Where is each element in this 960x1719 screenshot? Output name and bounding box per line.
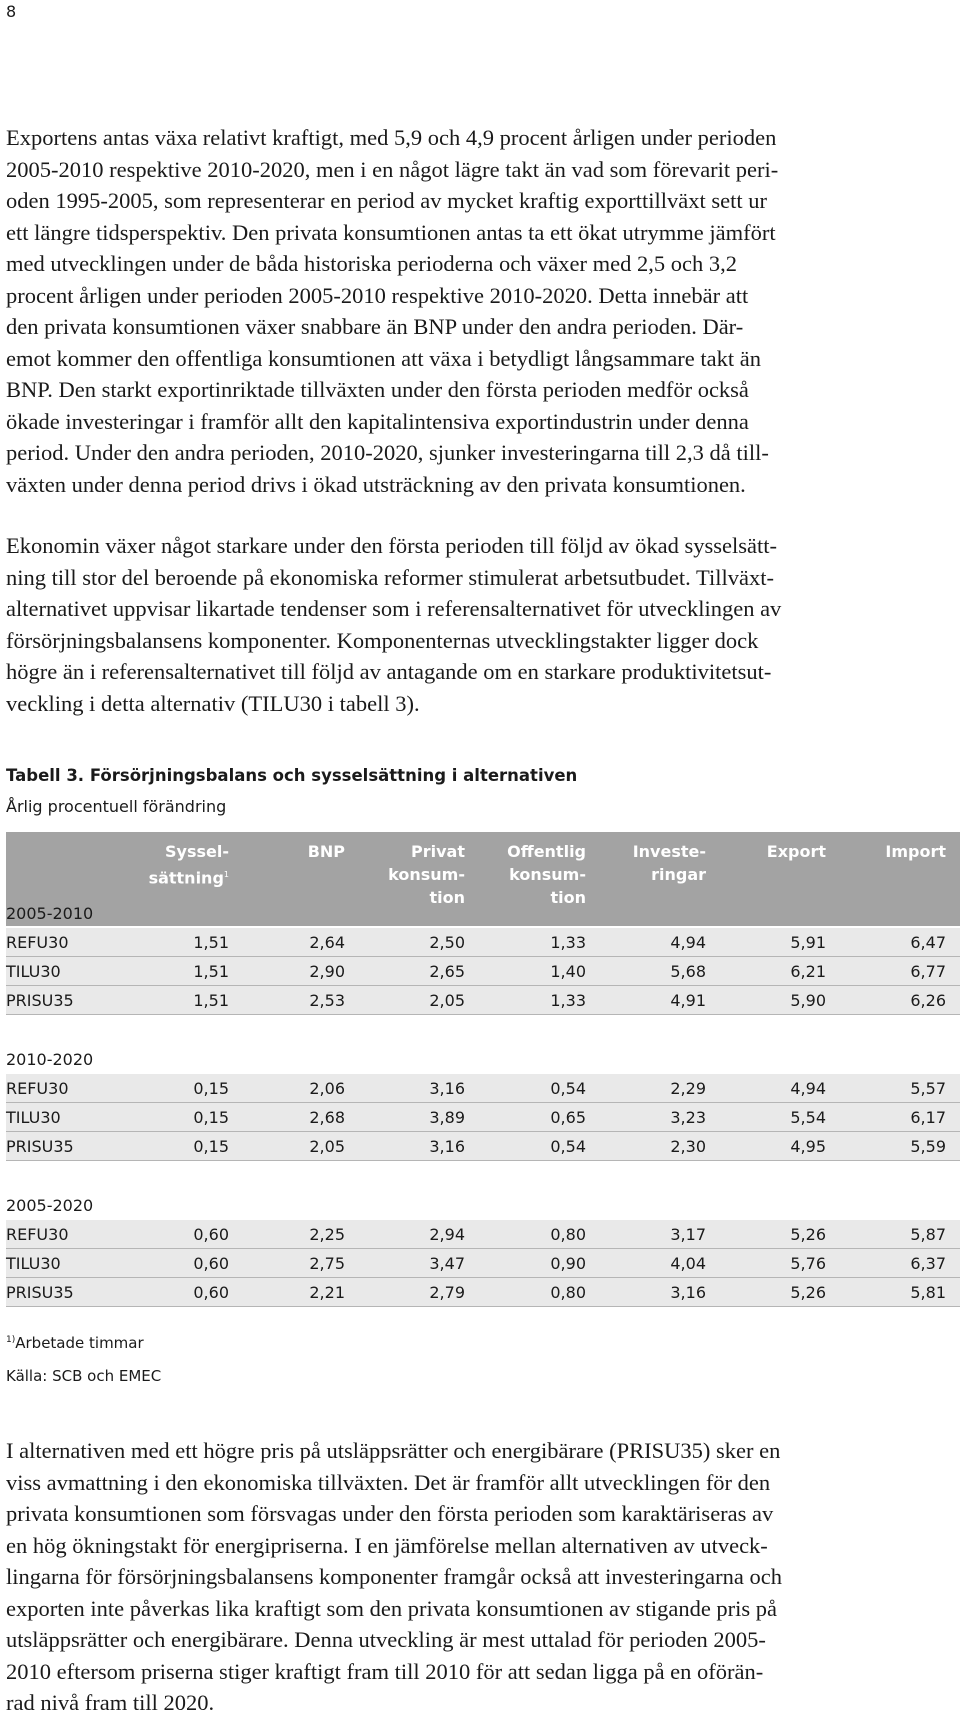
scenario-label: TILU30 (6, 1254, 61, 1273)
table-row (6, 1103, 960, 1132)
table-cell: 0,80 (550, 1225, 586, 1244)
scenario-label: REFU30 (6, 933, 69, 952)
text-line: Exportens antas växa relativt kraftigt, med 5,9 och 4,9 procent årligen under perioden (6, 125, 777, 150)
table-cell: 4,94 (790, 1079, 826, 1098)
table-source: Källa: SCB och EMEC (6, 1367, 162, 1385)
header-export (767, 840, 826, 863)
header-line: konsum- (509, 865, 586, 884)
text-line: en hög ökningstakt för energipriserna. I en jämförelse mellan alternativen av utveck- (6, 1532, 768, 1558)
table-cell: 0,15 (193, 1108, 229, 1127)
table-cell: 2,25 (309, 1225, 345, 1244)
table-cell: 1,33 (550, 991, 586, 1010)
table-row (6, 1132, 960, 1161)
table-cell: 3,89 (429, 1108, 465, 1127)
header-line: Offentlig (507, 842, 586, 861)
table-cell: 3,17 (670, 1225, 706, 1244)
table-row (6, 1074, 960, 1103)
table-cell: 5,54 (790, 1108, 826, 1127)
header-employment (149, 840, 229, 889)
header-line: ringar (651, 865, 706, 884)
table-cell: 3,16 (429, 1137, 465, 1156)
text-line: ning till stor del beroende på ekonomiska reformer stimulerat arbetsutbudet. Tillväxt- (6, 564, 774, 590)
text-line: oden 1995-2005, som representerar en period av mycket kraftig exporttillväxt sett ur (6, 188, 768, 213)
table-row (6, 1278, 960, 1307)
footnote-text: Arbetade timmar (15, 1334, 144, 1352)
table-row (6, 957, 960, 986)
table-cell: 4,04 (670, 1254, 706, 1273)
table-cell: 2,75 (309, 1254, 345, 1273)
table-cell: 0,15 (193, 1079, 229, 1098)
table-cell: 2,79 (429, 1283, 465, 1302)
header-line: Investe- (632, 842, 706, 861)
text-line: försörjningsbalansens komponenter. Komponenternas utvecklingstakter ligger dock (6, 627, 759, 653)
table-cell: 3,16 (670, 1283, 706, 1302)
table-cell: 0,60 (193, 1283, 229, 1302)
header-line: Syssel- (165, 842, 229, 861)
text-line: Ekonomin växer något starkare under den första perioden till följd av ökad sysselsätt- (6, 533, 778, 558)
table-cell: 5,59 (910, 1137, 946, 1156)
text-line: växten under denna period drivs i ökad utsträckning av den privata konsumtionen. (6, 471, 746, 497)
scenario-label: TILU30 (6, 1108, 61, 1127)
header-line: Import (885, 842, 946, 861)
table-cell: 5,76 (790, 1254, 826, 1273)
text-line: 2005-2010 respektive 2010-2020, men i en något lägre takt än vad som förevarit peri- (6, 156, 779, 182)
table-cell: 0,80 (550, 1283, 586, 1302)
scenario-label: TILU30 (6, 962, 61, 981)
table-cell: 4,95 (790, 1137, 826, 1156)
table-cell: 2,30 (670, 1137, 706, 1156)
paragraph-economy-growth (6, 530, 868, 719)
table-cell: 0,90 (550, 1254, 586, 1273)
text-line: I alternativen med ett högre pris på utsläppsrätter och energibärare (PRISU35) sker en (6, 1438, 781, 1463)
scenario-label: REFU30 (6, 1079, 69, 1098)
table-cell: 2,06 (309, 1079, 345, 1098)
text-line: rad nivå fram till 2020. (6, 1690, 215, 1715)
header-line: tion (429, 888, 465, 907)
header-line: konsum- (388, 865, 465, 884)
footnote-marker: 1) (6, 1335, 16, 1345)
text-line: ett längre tidsperspektiv. Den privata konsumtionen antas ta ett ökat utrymme jämfört (6, 219, 776, 245)
text-line: högre än i referensalternativet till följd av antagande om en starkare produktivitetsut- (6, 659, 772, 684)
table-period-row (6, 1045, 960, 1074)
table-cell: 3,16 (429, 1079, 465, 1098)
table-cell: 0,60 (193, 1254, 229, 1273)
table-cell: 5,57 (910, 1079, 946, 1098)
table-cell: 3,47 (429, 1254, 465, 1273)
table-cell: 2,94 (429, 1225, 465, 1244)
table-cell: 6,26 (910, 991, 946, 1010)
table-cell: 2,29 (670, 1079, 706, 1098)
text-line: utsläppsrätter och energibärare. Denna utveckling är mest uttalad för perioden 2005- (6, 1627, 766, 1652)
table-cell: 5,91 (790, 933, 826, 952)
table-cell: 6,17 (910, 1108, 946, 1127)
table-subtitle: Årlig procentuell förändring (6, 797, 227, 816)
scenario-label: REFU30 (6, 1225, 69, 1244)
header-footnote-marker: 1 (223, 870, 229, 879)
table-cell: 4,94 (670, 933, 706, 952)
text-line: ökade investeringar i framför allt den kapitalintensiva exportindustrin under denna (6, 408, 749, 434)
table-cell: 2,05 (429, 991, 465, 1010)
period-label: 2010-2020 (6, 1050, 94, 1069)
text-line: veckling i detta alternativ (TILU30 i tabell 3). (6, 690, 420, 716)
text-line: exporten inte påverkas lika kraftigt som den privata konsumtionen av stigande pris på (6, 1595, 778, 1621)
table-cell: 2,64 (309, 933, 345, 952)
table-cell: 1,51 (193, 933, 229, 952)
table-cell: 3,23 (670, 1108, 706, 1127)
table-cell: 0,65 (550, 1108, 586, 1127)
table-cell: 0,60 (193, 1225, 229, 1244)
table-cell: 5,26 (790, 1225, 826, 1244)
table-cell: 2,65 (429, 962, 465, 981)
header-line (149, 863, 229, 889)
period-label: 2005-2010 (6, 904, 94, 923)
table-cell: 0,15 (193, 1137, 229, 1156)
text-line: alternativet uppvisar likartade tendenser som i referensalternativet för utvecklingen av (6, 596, 782, 621)
page-number: 8 (6, 2, 17, 21)
table-cell: 6,21 (790, 962, 826, 981)
table-row (6, 1249, 960, 1278)
header-gdp (308, 840, 345, 863)
paragraph-export-growth (6, 122, 868, 500)
table-cell: 1,51 (193, 991, 229, 1010)
table-period-row (6, 899, 960, 928)
header-investments (633, 840, 706, 886)
header-line: Export (766, 842, 826, 861)
table-row (6, 986, 960, 1015)
table-cell: 0,54 (550, 1079, 586, 1098)
table-title: Tabell 3. Försörjningsbalans och sysselsättning i alternativen (6, 766, 578, 785)
text-line: 2010 eftersom priserna stiger kraftigt fram till 2010 för att sedan ligga på en oförän- (6, 1658, 764, 1684)
scenario-label: PRISU35 (6, 1137, 74, 1156)
header-line: BNP (307, 842, 345, 861)
header-line-text: sättning (148, 868, 224, 888)
text-line: BNP. Den starkt exportinriktade tillväxten under den första perioden medför också (6, 377, 749, 402)
text-line: period. Under den andra perioden, 2010-2020, sjunker investeringarna till 2,3 då till- (6, 440, 769, 465)
text-line: med utvecklingen under de båda historiska perioderna och växer med 2,5 och 3,2 (6, 251, 738, 276)
table-cell: 2,05 (309, 1137, 345, 1156)
table-cell: 0,54 (550, 1137, 586, 1156)
table-cell: 1,33 (550, 933, 586, 952)
text-line: lingarna för försörjningsbalansens komponenter framgår också att investeringarna och (6, 1564, 782, 1589)
period-label: 2005-2020 (6, 1196, 94, 1215)
table-footnote (6, 1334, 144, 1352)
text-line: procent årligen under perioden 2005-2010 respektive 2010-2020. Detta innebär att (6, 282, 749, 308)
text-line: den privata konsumtionen växer snabbare än BNP under den andra perioden. Där- (6, 314, 744, 339)
table-cell: 5,68 (670, 962, 706, 981)
table-cell: 2,21 (309, 1283, 345, 1302)
table-cell: 2,50 (429, 933, 465, 952)
table-cell: 1,51 (193, 962, 229, 981)
table-cell: 2,90 (309, 962, 345, 981)
text-line: privata konsumtionen som försvagas under den första perioden som karaktäriseras av (6, 1501, 774, 1526)
table-cell: 4,91 (670, 991, 706, 1010)
header-import (885, 840, 946, 863)
table-cell: 5,90 (790, 991, 826, 1010)
table-cell: 6,77 (910, 962, 946, 981)
table-cell: 2,53 (309, 991, 345, 1010)
table-row (6, 928, 960, 957)
table-cell: 5,81 (910, 1283, 946, 1302)
paragraph-prisu35 (6, 1435, 868, 1719)
table-cell: 6,37 (910, 1254, 946, 1273)
table-cell: 1,40 (550, 962, 586, 981)
table-cell: 2,68 (309, 1108, 345, 1127)
table-cell: 5,26 (790, 1283, 826, 1302)
header-line: Privat (411, 842, 465, 861)
scenario-label: PRISU35 (6, 1283, 74, 1302)
table-row (6, 1220, 960, 1249)
header-line: tion (550, 888, 586, 907)
text-line: emot kommer den offentliga konsumtionen att växa i betydligt långsammare takt än (6, 345, 762, 371)
table-cell: 6,47 (910, 933, 946, 952)
scenario-label: PRISU35 (6, 991, 74, 1010)
table-period-row (6, 1191, 960, 1220)
text-line: viss avmattning i den ekonomiska tillväxten. Det är framför allt utvecklingen för den (6, 1469, 771, 1495)
table-cell: 5,87 (910, 1225, 946, 1244)
